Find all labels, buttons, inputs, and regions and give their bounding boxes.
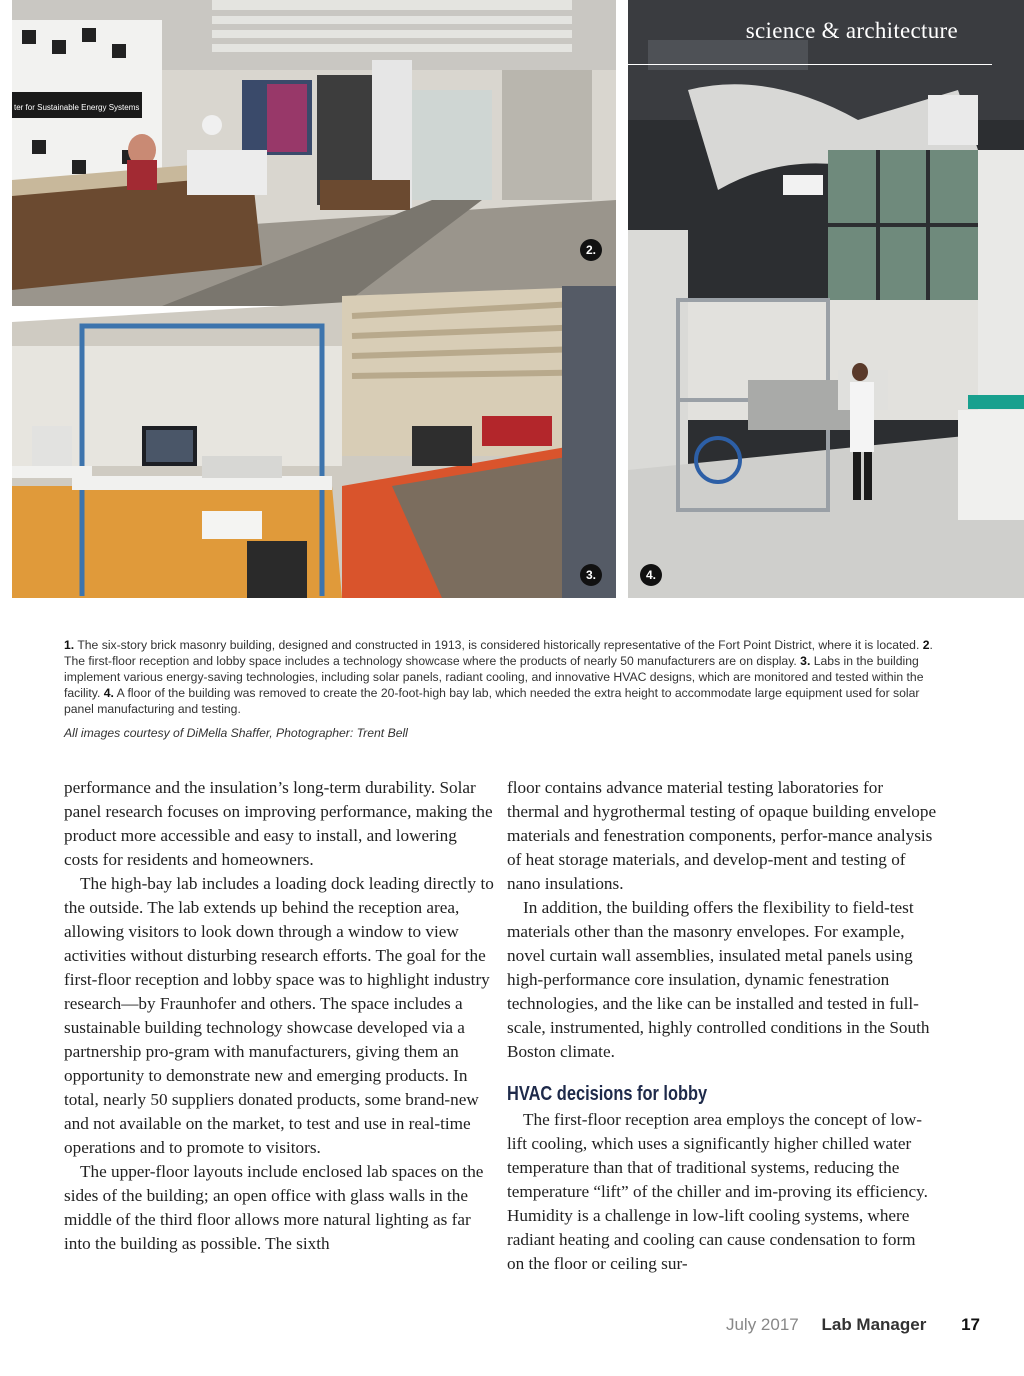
reception-lobby-photo [12, 0, 616, 306]
body-paragraph: The high-bay lab includes a loading dock leading directly to the outside. The lab extends up behind the reception area, allowing visitors to look down through a window to view activities without disturbing research efforts. The goal for the first-floor reception and lobby space was to highlight industry research—by Fraunhofer and others. The space includes a sustainable building technology showcase developed via a partnership pro-gram with manufacturers, giving them an opportunity to demonstrate new and emerging products. In total, nearly 50 suppliers donated products, some brand-new and not available on the market, to test and use in real-time operations and to promote to visitors. [64, 874, 494, 1157]
caption-text-4: A floor of the building was removed to create the 20-foot-high bay lab, which needed the extra height to accommodate large equipment used for solar panel manufacturing and testing. [64, 686, 920, 716]
section-subheading: HVAC decisions for lobby [507, 1083, 708, 1105]
photo-number-badge-4: 4. [640, 564, 662, 586]
body-paragraph: In addition, the building offers the flexibility to field-test materials other than the masonry envelopes. For example, novel curtain wall assemblies, insulated metal panels using high-performance core insulation, dynamic fenestration technologies, and the like can be installed and tested in full-scale, instrumented, highly controlled conditions in the South Boston climate. [507, 898, 930, 1061]
body-paragraph: The first-floor reception area employs the concept of low-lift cooling, which uses a significantly higher chilled water temperature than that of traditional systems, reducing the temperature “lift” of the chiller and im-proving its efficiency. Humidity is a challenge in low-lift cooling systems, where radiant heating and cooling can cause condensation to form on the floor or ceiling sur- [507, 1110, 928, 1273]
caption-text-1: The six-story brick masonry building, designed and constructed in 1913, is considered historically representative of the Fort Point District, where it is located. [74, 638, 923, 652]
photo-number-badge-3: 3. [580, 564, 602, 586]
labs-photo [12, 286, 616, 598]
caption-number-1: 1. [64, 638, 75, 652]
caption-text-2: . The first-floor reception and lobby space includes a technology showcase where the products of nearly 50 manufacturers are on display. [64, 638, 933, 668]
page-number: 17 [961, 1315, 980, 1334]
caption-number-2: 2 [922, 638, 930, 652]
section-label: science & architecture [745, 18, 958, 43]
magazine-name: Lab Manager [821, 1315, 927, 1334]
high-bay-lab-photo [628, 0, 1024, 598]
photo-caption [64, 637, 944, 717]
photo-credit: All images courtesy of DiMella Shaffer, Photographer: Trent Bell [64, 726, 408, 740]
photo-gutter [616, 0, 628, 598]
caption-number-3: 3. [800, 654, 811, 668]
photo-number-badge-2: 2. [580, 239, 602, 261]
caption-text-3: Labs in the building implement various energy-saving technologies, including solar panels, radiant cooling, and innovative HVAC designs, which are monitored and tested within the facility. [64, 654, 924, 700]
body-column-right [507, 776, 937, 1276]
body-paragraph: floor contains advance material testing laboratories for thermal and hygrothermal testing of opaque building envelope materials and fenestration components, perfor-mance analysis of heat storage materials, and develop-ment and testing of nano insulations. [507, 778, 937, 893]
section-rule [628, 64, 992, 65]
body-paragraph: performance and the insulation’s long-term durability. Solar panel research focuses on improving performance, making the product more accessible and easy to install, and lowering costs for residents and homeowners. [64, 778, 493, 869]
caption-number-4: 4. [103, 686, 114, 700]
body-paragraph: The upper-floor layouts include enclosed lab spaces on the sides of the building; an open office with glass walls in the middle of the third floor allows more natural lighting as far into the building as possible. The sixth [64, 1162, 484, 1253]
reception-sign-text: ter for Sustainable Energy Systems [14, 103, 140, 112]
issue-date: July 2017 [725, 1315, 799, 1334]
page-footer [726, 1315, 980, 1335]
body-column-left [64, 776, 494, 1256]
